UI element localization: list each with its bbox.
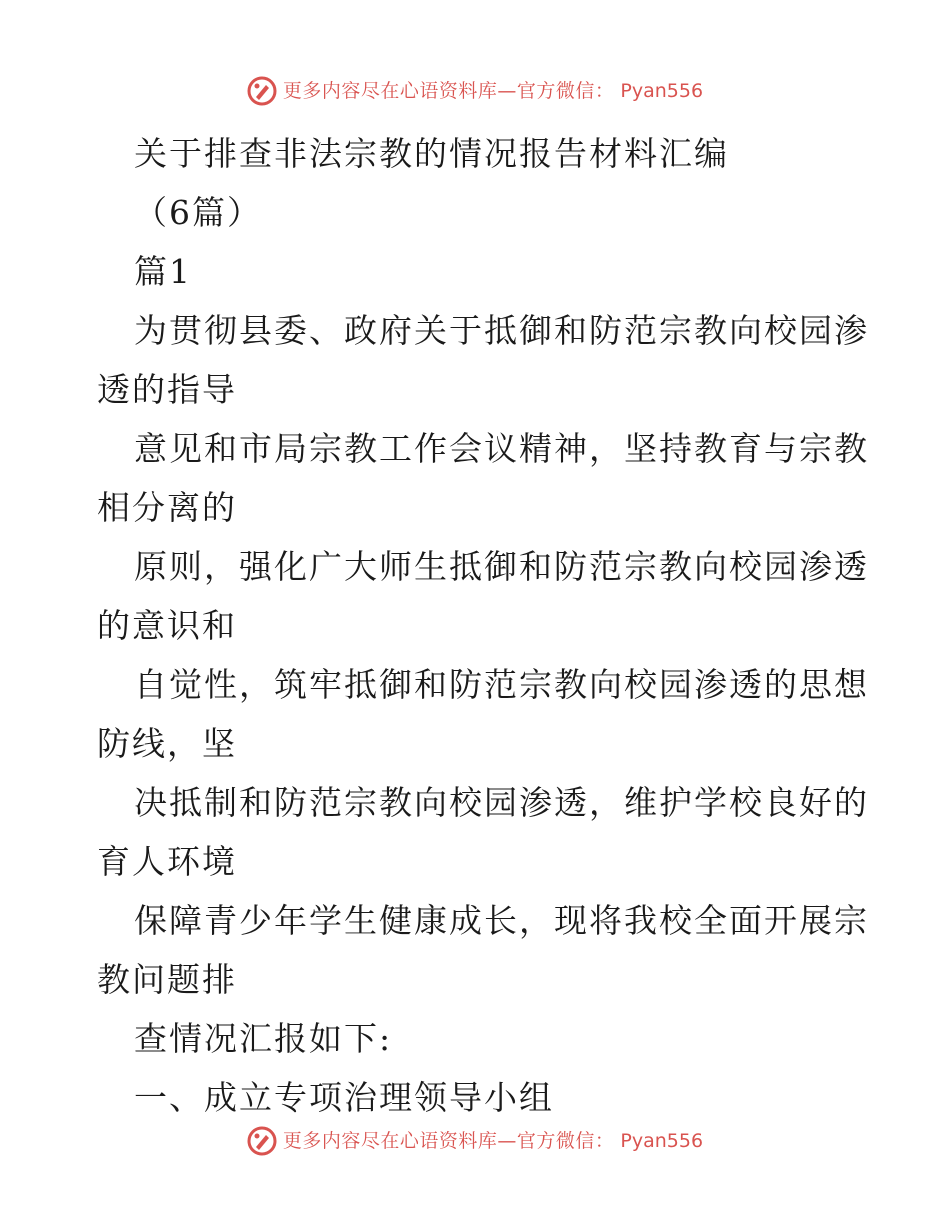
watermark-header <box>0 76 950 106</box>
pen-logo-icon <box>247 1126 277 1156</box>
document-body <box>97 124 869 1127</box>
text-line: 一、成立专项治理领导小组 <box>134 1078 554 1117</box>
section-heading: 篇1 <box>134 252 192 291</box>
text-line: 相分离的 <box>97 488 237 527</box>
text-line: 查情况汇报如下: <box>134 1019 393 1058</box>
text-line: 育人环境 <box>97 842 237 881</box>
text-line: 为贯彻县委、政府关于抵御和防范宗教向校园渗 <box>134 311 869 350</box>
watermark-text: 更多内容尽在心语资料库—官方微信： <box>282 1130 615 1152</box>
watermark-wechat-id: Pyan556 <box>620 80 704 102</box>
watermark-wechat-id: Pyan556 <box>620 1130 704 1152</box>
text-line: 防线，坚 <box>97 724 237 763</box>
text-line: 保障青少年学生健康成长，现将我校全面开展宗 <box>134 901 869 940</box>
text-line: 决抵制和防范宗教向校园渗透，维护学校良好的 <box>134 783 869 822</box>
text-line: 教问题排 <box>97 960 237 999</box>
document-title: 关于排查非法宗教的情况报告材料汇编 <box>134 134 729 173</box>
watermark-footer <box>0 1126 950 1156</box>
text-line: 原则，强化广大师生抵御和防范宗教向校园渗透 <box>134 547 869 586</box>
document-subtitle: （6篇） <box>134 193 262 232</box>
pen-logo-icon <box>247 76 277 106</box>
text-line: 意见和市局宗教工作会议精神，坚持教育与宗教 <box>134 429 869 468</box>
text-line: 透的指导 <box>97 370 237 409</box>
text-line: 自觉性，筑牢抵御和防范宗教向校园渗透的思想 <box>134 665 869 704</box>
watermark-text: 更多内容尽在心语资料库—官方微信： <box>282 80 615 102</box>
text-line: 的意识和 <box>97 606 237 645</box>
